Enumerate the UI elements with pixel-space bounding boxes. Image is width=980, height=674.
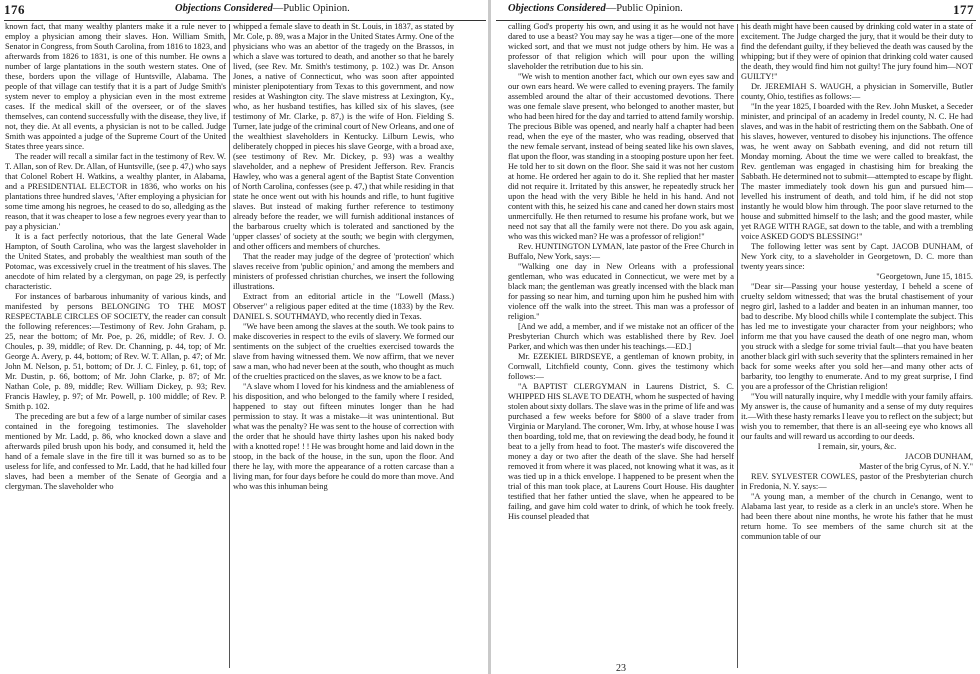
paragraph: "A slave whom I loved for his kindness and the amiableness of his disposition, and who belonged to the family where I resided, happened to stay out fifteen minutes longer than he had permission to stay. It was a mistake—it was unintentional. But what was the penalty? He was sent to the house of correction with the order that he should have thirty lashes upon his naked body with a knotted rope! ! ! He was brought home and laid down in the stoop, in the back of the house, in the sun, upon the floor. And there he lay, with more the appearance of a rotten carcase than a living man, for four days before he could do more than move. And who was this inhuman being bbox=[233, 382, 454, 491]
letter-signature: JACOB DUNHAM, bbox=[904, 452, 973, 461]
paragraph: whipped a female slave to death in St. Louis, in 1837, as stated by Mr. Cole, p. 89, was a Major in the United States Army. One of the physicians who was an abettor of the tragedy on the Brassos, in which a slave was tortured to death, and another so that he barely lived, (see Rev. Mr. Smith's testimony, p. 102.) was Dr. Anson Jones, a native of Connecticut, who was soon after appointed minister plenipotentiary from Texas to this government, and now resides at Washington city. The slave mistress at Lexington, Ky., who, as her husband testifies, has killed six of his slaves, (see testimony of Mr. Clarke, p. 87,) is the wife of Hon. Fielding S. Turner, late judge of the criminal court of New Orleans, and one of the wealthiest slaveholders in Kentucky. Lilburn Lewis, who deliberately chopped in pieces his slave George, with a broad axe, (see testimony of Rev. Mr. Dickey, p. 93) was a wealthy slaveholder, and a nephew of President Jefferson. Rev. Francis Hawley, who was a general agent of the Baptist State Convention of North Carolina, confesses (see p. 47,) that while residing in that state he once went out with his hounds and rifle, to hunt fugitive slaves. But instead of making further reference to testimony already before the reader, we will furnish additional instances of the barbarous cruelty which is tolerated and sanctioned by the 'upper classes' of society at the south; we begin with clergymen, and other officers and members of churches. bbox=[233, 22, 454, 251]
paragraph: "You will naturally inquire, why I meddle with your family affairs. My answer is, the cause of humanity and a sense of my duty requires it.—With these hasty remarks I leave you to reflect on the subject; but wish you to remember, that there is an all-seeing eye who knows all our faults and will reward us according to our deeds. bbox=[741, 392, 973, 441]
column-divider bbox=[229, 24, 230, 668]
paragraph: his death might have been caused by drinking cold water in a state of excitement. The Judge charged the jury, that it would be their duty to find the defendant guilty, if they believed the death was caused by the whipping; but if they were of opinion that drinking cold water caused the death, they would find him not guilty! The jury found him—NOT GUILTY!" bbox=[741, 22, 973, 81]
running-head-title bbox=[508, 3, 683, 14]
paragraph: That the reader may judge of the degree of 'protection' which slaves receive from 'public opinion,' and among the members and ministers of professed christian churches, we insert the following illustrations. bbox=[233, 252, 454, 291]
running-header bbox=[490, 2, 980, 20]
paragraph: "We have been among the slaves at the south. We took pains to make discoveries in respect to the evils of slavery. We formed our sentiments on the subject of the cruelties exercised towards the slave from having witnessed them. We now affirm, that we never saw a man, who had never been at the south, who thought as much of the cruelties practiced on the slaves, as we know to be a fact. bbox=[233, 322, 454, 381]
paragraph: known fact, that many wealthy planters make it a rule never to employ a physician among their slaves. Hon. William Smith, Senator in Congress, from South Carolina, from 1816 to 1823, and afterwards from 1826 to 1831, is one of this number. He owns a number of large plantations in the south western states. One of these, borders upon the village of Huntsville, Alabama. The people of that village can testify that it is a part of Judge Smith's system never to employ a physician even in the most extreme cases. If the medical skill of the overseer, or of the slaves themselves, can contend successfully with the disease, they live, if not, they die. At all events, a physician is not to be called. Judge Smith was appointed a judge of the Supreme Court of the United States three years since. bbox=[5, 22, 226, 151]
paragraph: REV. SYLVESTER COWLES, pastor of the Presbyterian church in Fredonia, N. Y. says:— bbox=[741, 472, 973, 491]
running-head-main: Objections Considered bbox=[508, 3, 606, 14]
column-divider bbox=[737, 24, 738, 668]
running-head-title bbox=[175, 3, 350, 14]
paragraph: It is a fact perfectly notorious, that the late General Wade Hampton, of South Carolina, who was the largest slaveholder in the United States, and probably the wealthiest man south of the Potomac, was excessively cruel in the treatment of his slaves. The anecdote of him related by a clergyman, on page 29, is perfectly characteristic. bbox=[5, 232, 226, 291]
paragraph: For instances of barbarous inhumanity of various kinds, and manifested by persons BELONGING TO THE MOST RESPECTABLE CIRCLES OF SOCIETY, the reader can consult the following references:—Testimony of Rev. John Graham, p. 25, near the bottom; of Mr. Poe, p. 26, middle; of Rev. J. O. Choules, p. 39, middle; of Rev. Dr. Channing, p. 44, top; of Mr. George A. Avery, p. 44, bottom; of Rev. W. T. Allan, p. 47; of Mr. John M. Nelson, p. 51, bottom; of Dr. J. C. Finley, p. 61, top; of Mr. Dustin, p. 66, bottom; of Mr. John Clarke, p. 87; of Mr. Nathan Cole, p. 89, middle; Rev. William Dickey, p. 93; Rev. Francis Hawley, p. 97; of Mr. Powell, p. 100 middle; of Rev. P. Smith p. 102. bbox=[5, 292, 226, 411]
paragraph: calling God's property his own, and using it as he would not have dared to use a beast? You may say he was a tiger—one of the more wicked sort, and that we must not judge others by him. He was a professor of that religion which will pour upon the willing slaveholder the retribution due to his sin. bbox=[508, 22, 734, 71]
page-number: 176 bbox=[4, 2, 25, 17]
paragraph: The reader will recall a similar fact in the testimony of Rev. W. T. Allan, son of Rev. Dr. Allan, of Huntsville, (see p. 47,) who says that Colonel Robert H. Watkins, a wealthy planter, in Alabama, and a PRESIDENTIAL ELECTOR in 1836, who works on his plantations three hundred slaves, 'After employing a physician for some time among his negroes, he ceased to do so, alledging as the reason, that it was cheaper to lose a few negroes every year than to pay a physician.' bbox=[5, 152, 226, 231]
right-page bbox=[490, 0, 980, 674]
letter-signature-title: Master of the brig Cyrus, of N. Y." bbox=[859, 462, 973, 471]
paragraph: Extract from an editorial article in the "Lowell (Mass.) Observer" a religious paper edited at the time (1833) by the Rev. DANIEL S. SOUTHMAYD, who recently died in Texas. bbox=[233, 292, 454, 321]
header-rule bbox=[496, 20, 976, 21]
header-rule bbox=[4, 20, 486, 21]
text-column-1 bbox=[5, 22, 226, 672]
letter-closing: I remain, sir, yours, &c. bbox=[817, 442, 897, 451]
running-header bbox=[0, 2, 490, 20]
paragraph: "Dear sir—Passing your house yesterday, I beheld a scene of cruelty seldom witnessed; that was the brutal chastisement of your negro girl, lashed to a ladder and beaten in an inhuman manner, too bad to describe. My blood chills while I contemplate the subject. This has led me to investigate your character from your neighbors; who inform me that you have caused the death of one negro man, whom you struck with a sledge for some trivial fault—that you have beaten another black girl with such severity that the splinters remained in her back for some weeks after you sold her—and many other acts of barbarity, too lengthy to enumerate. And to my great surprise, I find you are a professor of the Christian religion! bbox=[741, 282, 973, 391]
paragraph: "Walking one day in New Orleans with a professional gentleman, who was educated in Connecticut, we were met by a black man; the gentleman was greatly incensed with the black man for passing so near him, and turning upon him he pushed him with violence off the walk into the street. This man was a professor of religion." bbox=[508, 262, 734, 321]
paragraph: The preceding are but a few of a large number of similar cases contained in the foregoing testimonies. The slaveholder mentioned by Mr. Ladd, p. 86, who knocked down a slave and afterwards piled brush upon his body, and consumed it, held the hand of a female slave in the fire till it was burned so as to be useless for life, and confessed to Mr. Ladd, that he had killed four slaves, had been a member of the Senate of Georgia and a clergyman. The slaveholder who bbox=[5, 412, 226, 491]
paragraph: "A BAPTIST CLERGYMAN in Laurens District, S. C. WHIPPED HIS SLAVE TO DEATH, whom he suspected of having stolen about sixty dollars. The slave was in the prime of life and was purchased a few weeks before for $800 of a slave trader from Virginia or Maryland. The coroner, Wm. Irby, at whose house I was then boarding, told me, that on reviewing the dead body, he found it beat to a jelly from head to foot. The master's wife discovered the money a day or two after the death of the slave. She had herself removed it from where it was placed, not knowing what it was, as it was tied up in a thick envelope. I happened to be present when the trial of this man took place, at Laurens Court House. His daughter testified that her father untied the slave, when he appeared to be failing, and gave him cold water to drink, of which he took freely. His counsel pleaded that bbox=[508, 382, 734, 521]
paragraph: Mr. EZEKIEL BIRDSEYE, a gentleman of known probity, in Cornwall, Litchfield county, Conn. gives the testimony which follows:— bbox=[508, 352, 734, 381]
page-number: 177 bbox=[953, 2, 974, 17]
text-column-2 bbox=[741, 22, 973, 672]
paragraph: [And we add, a member, and if we mistake not an officer of the Presbyterian Church which was established there by Rev. Joel Parker, and which was then under his teachings.—ED.] bbox=[508, 322, 734, 351]
paragraph: Dr. JEREMIAH S. WAUGH, a physician in Somerville, Butler county, Ohio, testifies as follows:— bbox=[741, 82, 973, 101]
text-column-1 bbox=[508, 22, 734, 662]
signature-folio: 23 bbox=[616, 663, 626, 674]
running-head-suffix: —Public Opinion. bbox=[272, 3, 350, 14]
letter-dateline: "Georgetown, June 15, 1815. bbox=[876, 272, 973, 281]
paragraph: "We wish to mention another fact, which our own eyes saw and our own ears heard. We were called to evening prayers. The family assembled around the altar of their accustomed devotions. There was one female slave present, who belonged to another master, but who had been hired for the day and tarried to attend family worship. The precious Bible was opened, and nearly half a chapter had been read, when the eye of the master, who was reading, observed that the new female servant, instead of being seated like his own slaves, flat upon the floor, was standing in a stooping posture upon her feet. He told her to sit down on the floor. She said it was not her custom at home. He ordered her again to do it. She replied that her master did not require it. Irritated by this answer, he repeatedly struck her upon the head with the very Bible he held in his hand. And not content with this, he seized his cane and caned her down stairs most unmercifully. He then returned to resume his profane work, but we need not say that all the family were not there. Do you ask again, who was this wicked man? He was a professor of religion!" bbox=[508, 72, 734, 241]
paragraph: Rev. HUNTINGTON LYMAN, late pastor of the Free Church in Buffalo, New York, says:— bbox=[508, 242, 734, 261]
running-head-suffix: —Public Opinion. bbox=[605, 3, 683, 14]
paragraph: The following letter was sent by Capt. JACOB DUNHAM, of New York city, to a slaveholder in Georgetown, D. C. more than twenty years since: bbox=[741, 242, 973, 271]
running-head-main: Objections Considered bbox=[175, 3, 273, 14]
text-column-2 bbox=[233, 22, 454, 672]
paragraph: "In the year 1825, I boarded with the Rev. John Musket, a Seceder minister, and principal of an academy in Iredel county, N. C. He had slaves, and was in the habit of restricting them on the Sabbath. One of his slaves, however, ventured to disobey his injunctions. The offence was, he went away on Sabbath evening, and did not return till Monday morning. About the time we were called to breakfast, the Rev. gentleman was engaged in chastising him for breaking the Sabbath. He determined not to submit—attempted to escape by flight. The master immediately took down his gun and pursued him—levelled his instrument of death, and told him, if he did not stop instantly he would blow him through. The poor slave returned to the house and submitted himself to the lash; and the good master, while yet RAGE WITH RAGE, sat down to the table, and with a trembling voice ASKED GOD'S BLESSING!" bbox=[741, 102, 973, 241]
paragraph: "A young man, a member of the church in Cenango, went to Alabama last year, to reside as a clerk in an uncle's store. When he had been there about nine months, he wrote his father that he must return home. To see members of the same church sit at the communion table of our bbox=[741, 492, 973, 541]
